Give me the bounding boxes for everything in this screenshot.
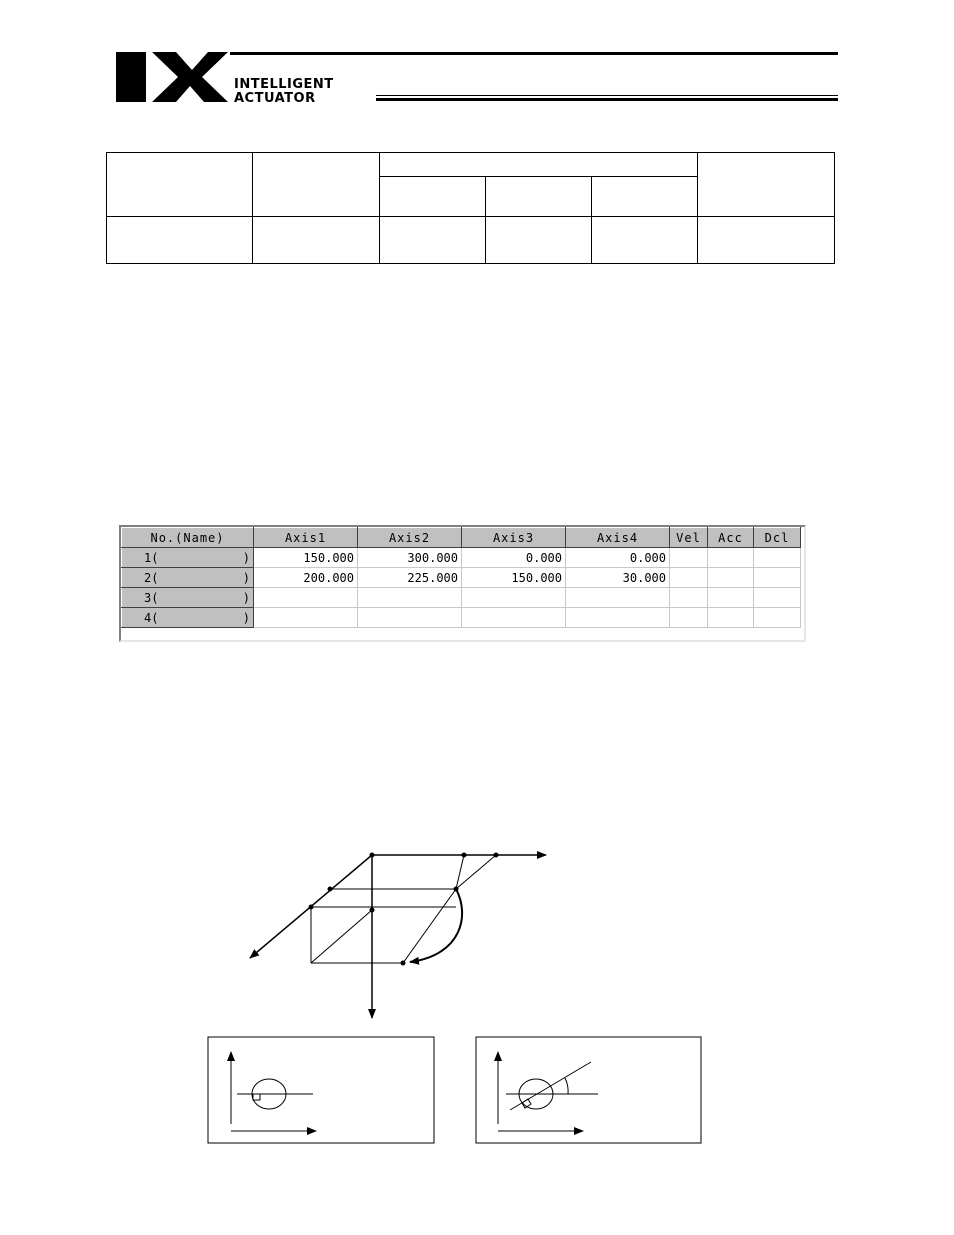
row-number: 3(: [144, 590, 159, 605]
row-number: 4(: [144, 610, 159, 625]
cell-axis4[interactable]: 0.000: [566, 548, 670, 568]
cell-axis2[interactable]: 225.000: [358, 568, 462, 588]
row-number: 1(: [144, 550, 159, 565]
tool-orientation-diagram-right: [476, 1037, 701, 1143]
row-name-close: ): [242, 590, 250, 605]
tool-orientation-diagram-left: [208, 1037, 434, 1143]
brand-line-2: ACTUATOR: [234, 91, 316, 106]
cell-axis1[interactable]: 200.000: [254, 568, 358, 588]
col-header-dcl[interactable]: Dcl: [754, 528, 801, 548]
row-name-close: ): [242, 610, 250, 625]
col-header-vel[interactable]: Vel: [670, 528, 708, 548]
bottom-diagonal-edge: [311, 910, 372, 963]
cell-axis1[interactable]: 150.000: [254, 548, 358, 568]
top-right-diagonal: [456, 855, 464, 889]
row-name-close: ): [242, 570, 250, 585]
cell-axis3[interactable]: 0.000: [462, 548, 566, 568]
col-header-axis3[interactable]: Axis3: [462, 528, 566, 548]
col-header-no-name[interactable]: No.(Name): [122, 528, 254, 548]
cell-axis4[interactable]: 30.000: [566, 568, 670, 588]
col-header-axis2[interactable]: Axis2: [358, 528, 462, 548]
axis-box-diagram: [250, 855, 546, 1018]
cell-axis2[interactable]: 300.000: [358, 548, 462, 568]
right-diagonal-edge: [403, 889, 456, 963]
arc-motion-arrow: [410, 889, 462, 962]
brand-line-1: INTELLIGENT: [234, 77, 334, 92]
col-header-acc[interactable]: Acc: [708, 528, 754, 548]
col-header-axis4[interactable]: Axis4: [566, 528, 670, 548]
top-back-edge: [456, 855, 496, 889]
col-header-axis1[interactable]: Axis1: [254, 528, 358, 548]
row-number: 2(: [144, 570, 159, 585]
cell-axis3[interactable]: 150.000: [462, 568, 566, 588]
axis-box-points: [309, 853, 499, 966]
row-name-close: ): [242, 550, 250, 565]
